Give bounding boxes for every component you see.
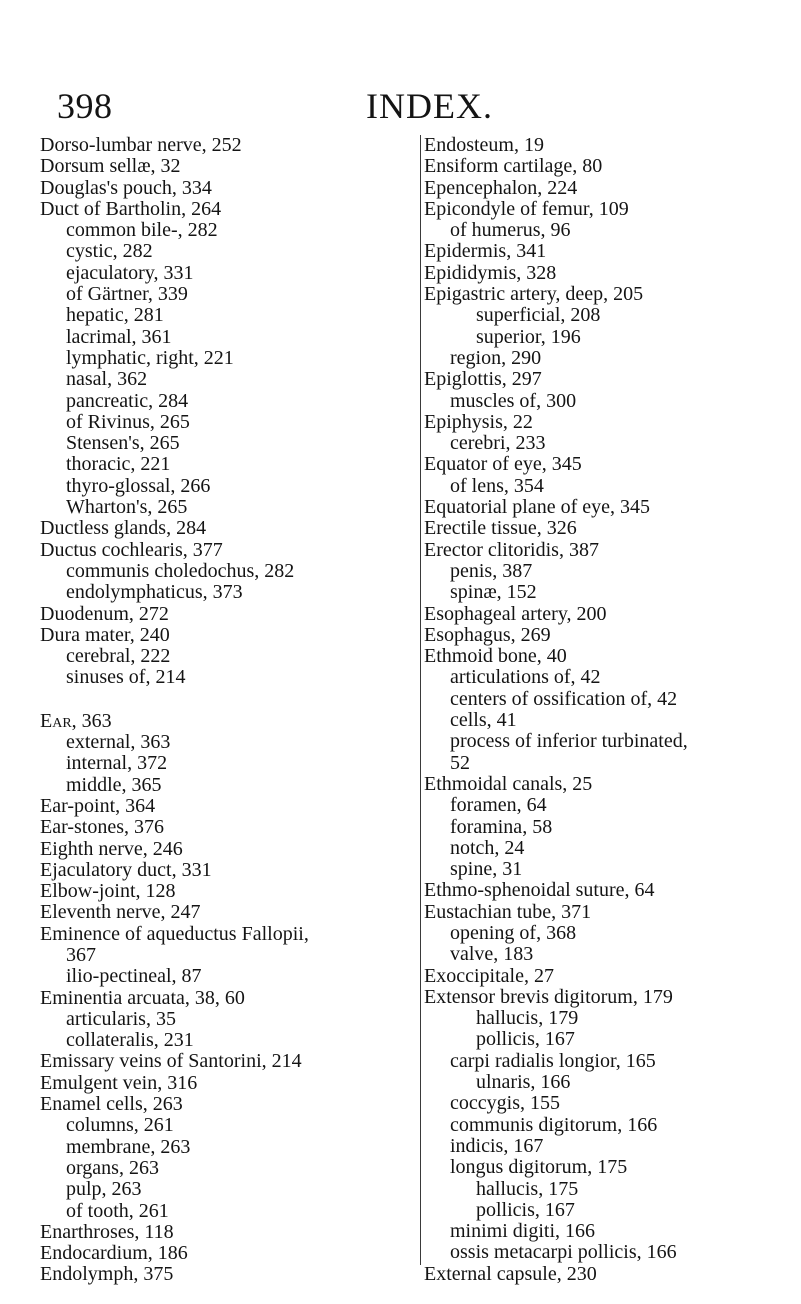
index-entry: Elbow-joint, 128	[40, 880, 176, 903]
index-subentry: region, 290	[450, 346, 542, 369]
index-subentry: valve, 183	[450, 943, 534, 966]
index-subentry: lacrimal, 361	[66, 325, 172, 348]
index-entry: Ejaculatory duct, 331	[40, 858, 212, 881]
index-entry: Eighth nerve, 246	[40, 837, 183, 860]
index-entry: Eleventh nerve, 247	[40, 901, 201, 924]
index-subentry: 52	[450, 751, 470, 774]
page-number: 398	[57, 86, 113, 126]
section-gap	[40, 689, 410, 711]
index-subentry: 367	[66, 943, 96, 966]
index-entry: Eminentia arcuata, 38, 60	[40, 986, 245, 1009]
index-subentry: of Rivinus, 265	[66, 410, 190, 433]
index-subentry: carpi radialis longior, 165	[450, 1049, 656, 1072]
index-subentry: thyro-glossal, 266	[66, 474, 211, 497]
index-entry: Ear, 363	[40, 709, 112, 732]
index-column-left	[40, 135, 410, 1286]
index-subentry: internal, 372	[66, 752, 168, 775]
index-entry: Dura mater, 240	[40, 623, 170, 646]
index-subentry: opening of, 368	[450, 921, 577, 944]
index-subentry: process of inferior turbinated,	[450, 730, 688, 753]
index-subentry: indicis, 167	[450, 1134, 544, 1157]
index-entry: Dorsum sellæ, 32	[40, 155, 181, 178]
index-entry: Ethmoid bone, 40	[424, 645, 567, 668]
index-subentry: notch, 24	[450, 836, 525, 859]
index-entry: Exoccipitale, 27	[424, 964, 554, 987]
index-subentry: nasal, 362	[66, 368, 148, 391]
index-subentry: centers of ossification of, 42	[450, 687, 678, 710]
index-subentry: ossis metacarpi pollicis, 166	[450, 1241, 677, 1264]
index-entry: Extensor brevis digitorum, 179	[424, 985, 673, 1008]
index-subentry: collateralis, 231	[66, 1029, 194, 1052]
index-subentry: ulnaris, 166	[476, 1071, 571, 1094]
index-subentry: lymphatic, right, 221	[66, 346, 234, 369]
index-subentry: ilio-pectineal, 87	[66, 965, 202, 988]
index-entry: Endocardium, 186	[40, 1242, 188, 1265]
index-entry: Enarthroses, 118	[40, 1220, 174, 1243]
index-subentry: superior, 196	[476, 325, 581, 348]
index-subentry: middle, 365	[66, 773, 162, 796]
index-subentry: longus digitorum, 175	[450, 1156, 628, 1179]
index-subentry: columns, 261	[66, 1114, 174, 1137]
index-entry: Esophagus, 269	[424, 623, 551, 646]
index-subentry: thoracic, 221	[66, 453, 171, 476]
running-head: INDEX.	[366, 86, 493, 126]
index-entry: Emissary veins of Santorini, 214	[40, 1050, 302, 1073]
index-subentry: penis, 387	[450, 559, 533, 582]
index-subentry: of tooth, 261	[66, 1199, 169, 1222]
index-subentry: membrane, 263	[66, 1135, 191, 1158]
index-entry: Epigastric artery, deep, 205	[424, 283, 644, 306]
index-entry: Ethmoidal canals, 25	[424, 772, 593, 795]
index-entry: Duodenum, 272	[40, 602, 169, 625]
index-subentry: communis choledochus, 282	[66, 559, 295, 582]
index-subentry: spinæ, 152	[450, 581, 537, 604]
index-subentry: foramen, 64	[450, 794, 547, 817]
index-entry: Equatorial plane of eye, 345	[424, 496, 651, 519]
index-entry: Erector clitoridis, 387	[424, 538, 599, 561]
index-subentry: minimi digiti, 166	[450, 1220, 596, 1243]
index-entry: Ductus cochlearis, 377	[40, 538, 223, 561]
index-subentry: Wharton's, 265	[66, 496, 188, 519]
index-entry: Ensiform cartilage, 80	[424, 155, 603, 178]
index-subentry: external, 363	[66, 731, 171, 754]
index-entry: Emulgent vein, 316	[40, 1071, 198, 1094]
index-entry: Epencephalon, 224	[424, 176, 578, 199]
index-subentry: articulations of, 42	[450, 666, 601, 689]
index-subentry: ejaculatory, 331	[66, 261, 194, 284]
index-subentry: of Gärtner, 339	[66, 283, 188, 306]
index-subentry: hepatic, 281	[66, 304, 164, 327]
index-entry: Ear-point, 364	[40, 794, 156, 817]
index-entry: Dorso-lumbar nerve, 252	[40, 134, 242, 156]
index-subentry: superficial, 208	[476, 304, 601, 327]
index-subentry: hallucis, 179	[476, 1007, 579, 1030]
index-entry: Epiglottis, 297	[424, 368, 542, 391]
index-subentry: pulp, 263	[66, 1178, 142, 1201]
index-subentry: spine, 31	[450, 858, 523, 881]
index-column-right	[420, 134, 794, 1285]
index-entry: Ethmo-sphenoidal suture, 64	[424, 879, 655, 902]
index-subentry: endolymphaticus, 373	[66, 581, 243, 604]
index-subentry: of lens, 354	[450, 474, 544, 497]
index-subentry: cystic, 282	[66, 240, 153, 263]
index-subentry: of humerus, 96	[450, 219, 571, 242]
index-subentry: organs, 263	[66, 1156, 159, 1179]
index-entry: Ear-stones, 376	[40, 816, 165, 839]
index-entry: External capsule, 230	[424, 1262, 597, 1285]
index-entry: Epicondyle of femur, 109	[424, 197, 629, 220]
index-subentry: common bile-, 282	[66, 219, 218, 242]
index-subentry: muscles of, 300	[450, 389, 577, 412]
index-entry: Ductless glands, 284	[40, 517, 207, 540]
index-subentry: hallucis, 175	[476, 1177, 579, 1200]
index-subentry: sinuses of, 214	[66, 666, 186, 689]
index-entry: Endosteum, 19	[424, 134, 544, 156]
index-subentry: communis digitorum, 166	[450, 1113, 658, 1136]
index-entry: Epiphysis, 22	[424, 410, 533, 433]
index-subentry: pollicis, 167	[476, 1028, 575, 1051]
index-subentry: pancreatic, 284	[66, 389, 189, 412]
index-entry: Equator of eye, 345	[424, 453, 582, 476]
index-entry: Endolymph, 375	[40, 1263, 174, 1286]
index-entry: Duct of Bartholin, 264	[40, 197, 222, 220]
index-entry: Epidermis, 341	[424, 240, 547, 263]
index-subentry: cerebral, 222	[66, 645, 171, 668]
index-subentry: foramina, 58	[450, 815, 553, 838]
index-subentry: Stensen's, 265	[66, 432, 180, 455]
index-entry: Eminence of aqueductus Fallopii,	[40, 922, 309, 945]
index-entry: Esophageal artery, 200	[424, 602, 607, 625]
index-entry: Enamel cells, 263	[40, 1093, 183, 1116]
index-entry: Erectile tissue, 326	[424, 517, 577, 540]
index-subentry: pollicis, 167	[476, 1198, 575, 1221]
index-entry: Douglas's pouch, 334	[40, 176, 212, 199]
index-subentry: cells, 41	[450, 709, 517, 732]
index-subentry: coccygis, 155	[450, 1092, 560, 1115]
index-subentry: articularis, 35	[66, 1007, 176, 1030]
index-entry: Epididymis, 328	[424, 261, 557, 284]
index-subentry: cerebri, 233	[450, 432, 546, 455]
index-entry: Eustachian tube, 371	[424, 900, 592, 923]
